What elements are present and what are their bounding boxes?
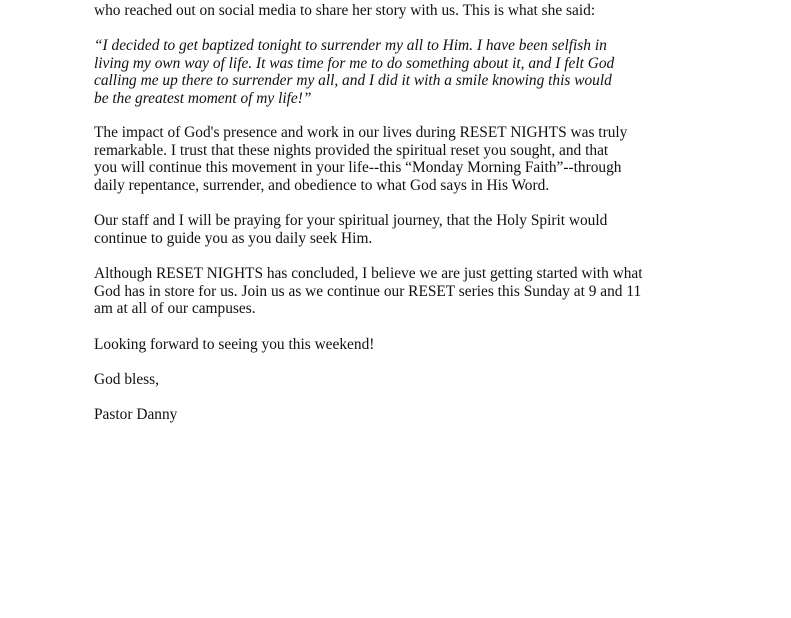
text-line: you will continue this movement in your life--this “Monday Morning Faith”--through: [94, 159, 622, 177]
signoff: [94, 371, 699, 389]
text-line: Our staff and I will be praying for your spiritual journey, that the Holy Spirit would: [94, 212, 608, 229]
closing-paragraph: [94, 336, 699, 354]
signature: [94, 406, 699, 424]
quote-line: living my own way of life. It was time for me to do something about it, and I felt God: [94, 54, 615, 72]
text-line: am at all of our campuses.: [94, 300, 256, 318]
signature-line: Pastor Danny: [94, 406, 178, 423]
closing-line: Looking forward to seeing you this weekend!: [94, 336, 375, 353]
text-line: continue to guide you as you daily seek Him.: [94, 229, 373, 247]
text-line: who reached out on social media to share her story with us. This is what she said:: [94, 2, 596, 19]
quote-line: calling me up there to surrender my all, and I did it with a smile knowing this would: [94, 72, 612, 90]
testimony-quote: [94, 37, 699, 108]
text-line: remarkable. I trust that these nights provided the spiritual reset you sought, and that: [94, 141, 609, 159]
intro-paragraph-tail: [94, 2, 699, 20]
text-line: God has in store for us. Join us as we continue our RESET series this Sunday at 9 and 11: [94, 282, 642, 300]
signoff-line: God bless,: [94, 371, 159, 388]
staff-paragraph: [94, 212, 699, 247]
impact-paragraph: [94, 124, 699, 195]
text-line: The impact of God's presence and work in our lives during RESET NIGHTS was truly: [94, 124, 628, 141]
concluded-paragraph: [94, 265, 699, 318]
text-line: Although RESET NIGHTS has concluded, I believe we are just getting started with what: [94, 265, 643, 282]
quote-line: be the greatest moment of my life!”: [94, 90, 312, 108]
quote-line: “I decided to get baptized tonight to surrender my all to Him. I have been selfish in: [94, 37, 607, 54]
text-line: daily repentance, surrender, and obedience to what God says in His Word.: [94, 177, 550, 195]
